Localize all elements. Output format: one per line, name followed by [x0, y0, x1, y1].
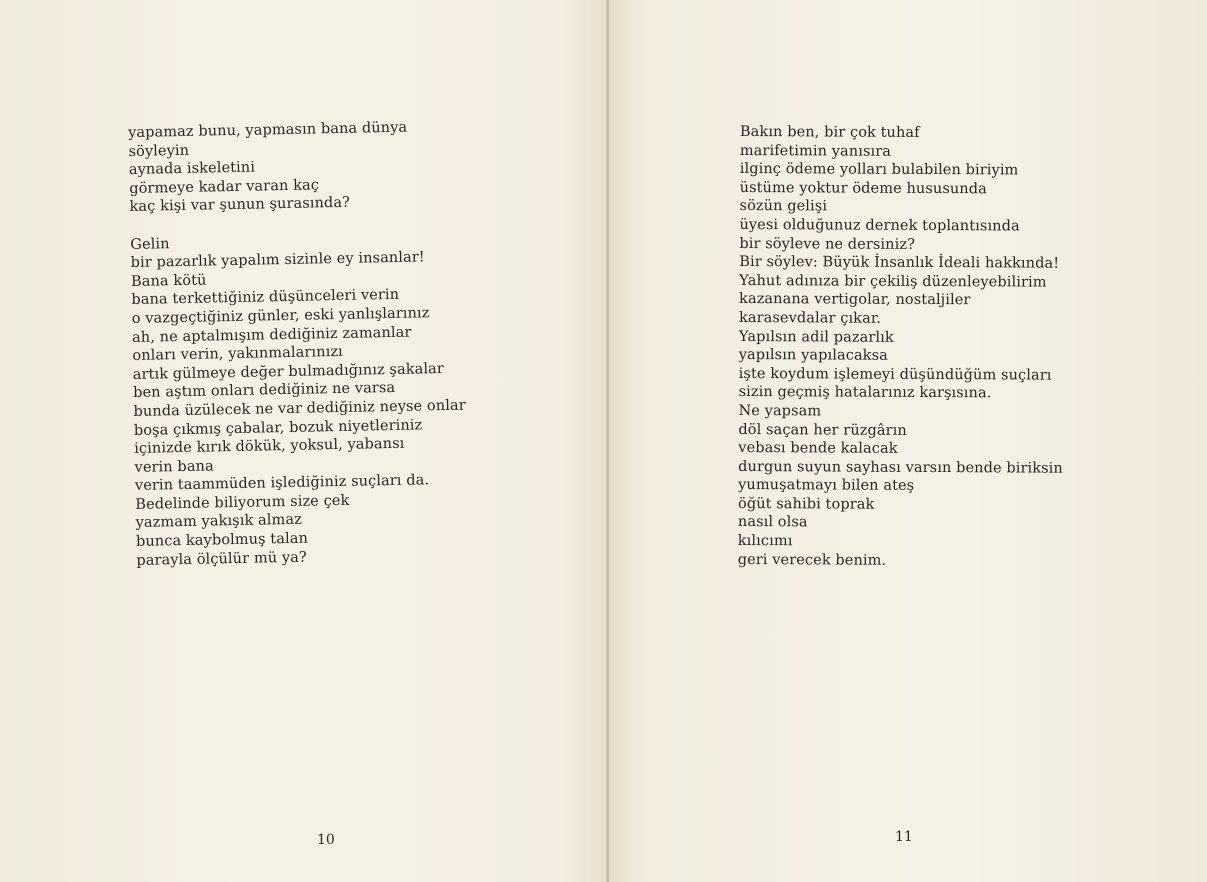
poem-line: yapamaz bunu, yapmasın bana dünya [128, 119, 408, 141]
poem-line: Yahut adınıza bir çekiliş düzenleyebilirim [739, 272, 1047, 291]
poem-line: bunca kaybolmuş talan [135, 530, 309, 550]
poem-line: bir pazarlık yapalım sizinle ey insanlar! [130, 249, 425, 272]
poem-line: nasıl olsa [737, 514, 808, 531]
poem-line: geri verecek benim. [737, 551, 887, 569]
poem-line: boşa çıkmış çabalar, bozuk niyetleriniz [133, 416, 423, 439]
poem-line: kılıcımı [737, 533, 793, 550]
poem-line: söyleyin [128, 142, 190, 160]
poem-line: Ne yapsam [738, 402, 822, 420]
poem-line: bir söyleve ne dersiniz? [739, 235, 916, 253]
poem-line: kazanana vertigolar, nostaljiler [739, 291, 971, 309]
poem-line: onları verin, yakınmalarınızı [132, 344, 344, 365]
poem-line: ilginç ödeme yolları bulabilen biriyim [739, 161, 1019, 179]
poem-line: döl saçan her rüzgârın [738, 421, 907, 439]
poem-line: yapılsın yapılacaksa [738, 347, 888, 364]
right-page [609, 0, 1207, 882]
poem-line: durgun suyun sayhası varsın bende biriksin [738, 458, 1063, 477]
poem-line: artık gülmeye değer bulmadığınız şakalar [132, 360, 445, 383]
poem-line: yazmam yakışık almaz [135, 512, 303, 532]
poem-line: sizin geçmiş hatalarınız karşısına. [738, 384, 992, 402]
poem-line: bunda üzülecek ne var dediğiniz neyse onlar [133, 397, 466, 420]
poem-line: öğüt sahibi toprak [737, 495, 875, 513]
right-page-number: 11 [895, 829, 913, 845]
poem-line: o vazgeçtiğiniz günler, eski yanlışlarınız [131, 305, 430, 327]
poem-line: içinizde kırık dökük, yoksul, yabansı [134, 435, 405, 458]
poem-line: Bedelinde biliyorum size çek [135, 492, 350, 513]
poem-line: ben aştım onları dediğiniz ne varsa [133, 380, 396, 402]
poem-line: Bakın ben, bir çok tuhaf [739, 123, 920, 141]
poem-line: ah, ne aptalmışım dediğiniz zamanlar [131, 324, 412, 346]
poem-line: marifetimin yanısıra [739, 142, 892, 160]
poem-line: verin taammüden işlediğiniz suçları da. [134, 472, 430, 495]
poem-line: karasevdalar çıkar. [738, 309, 882, 327]
poem-line: görmeye kadar varan kaç [129, 177, 320, 197]
poem-line: yumuşatmayı bilen ateş [738, 477, 915, 495]
poem-line: Yapılsın adil pazarlık [738, 328, 894, 346]
poem-line: işte koydum işlemeyi düşündüğüm suçları [738, 365, 1052, 384]
left-poem-text [128, 118, 469, 571]
poem-line: bana terkettiğiniz düşünceleri verin [131, 287, 400, 309]
poem-line: vebası bende kalacak [738, 440, 898, 457]
right-poem-text [738, 123, 1065, 571]
poem-line: kaç kişi var şunun şurasında? [129, 195, 351, 216]
poem-line: Bir söylev: Büyük İnsanlık İdeali hakkında! [739, 254, 1060, 272]
poem-line: Bana kötü [130, 272, 207, 290]
poem-line: parayla ölçülür mü ya? [136, 549, 307, 569]
poem-line: Gelin [130, 235, 170, 253]
poem-line: aynada iskeletini [128, 159, 256, 179]
poem-line: üyesi olduğunuz dernek toplantısında [739, 216, 1020, 235]
poem-line: verin bana [134, 458, 214, 476]
poem-line: sözün gelişi [739, 198, 828, 215]
poem-line: üstüme yoktur ödeme hususunda [739, 179, 987, 198]
left-page-number: 10 [317, 832, 335, 848]
